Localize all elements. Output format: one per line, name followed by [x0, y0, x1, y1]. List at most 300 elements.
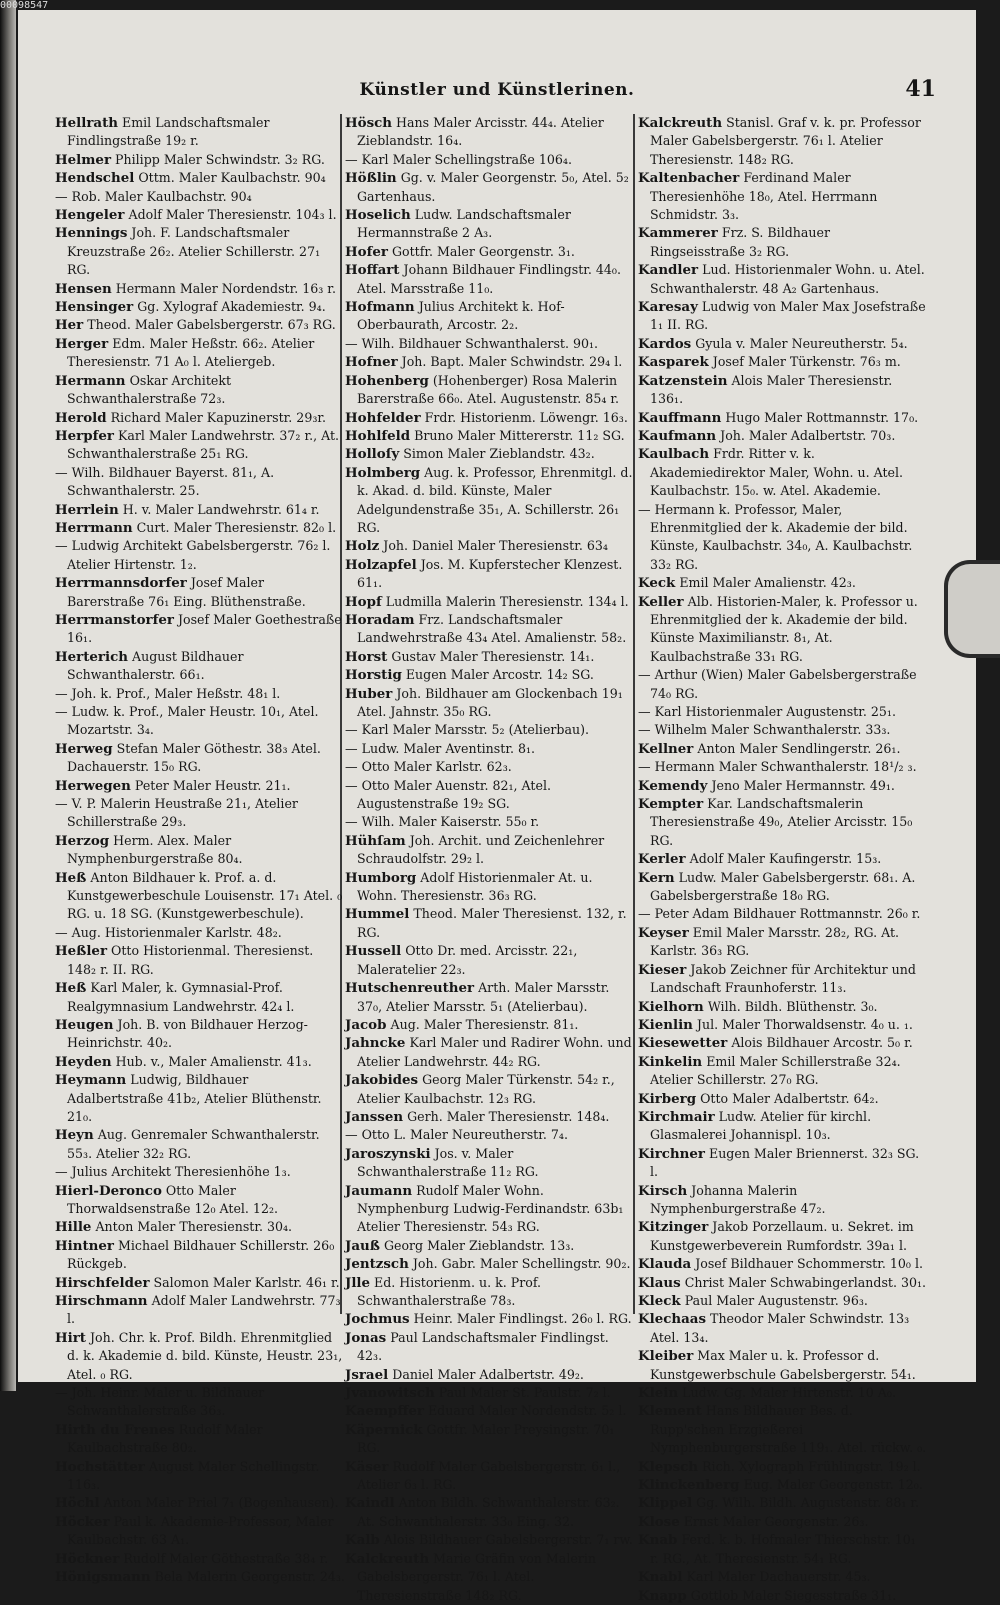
entry-text: Georg Maler Türkenstr. 54₂ r., Atelier Kaulbachstr. 12₃ RG.: [357, 1072, 615, 1106]
directory-entry: [55, 224, 345, 279]
directory-entry: [345, 1108, 635, 1126]
directory-entry: [345, 1016, 635, 1034]
directory-entry: [55, 703, 345, 740]
directory-entry: [55, 1292, 345, 1329]
directory-entry: [345, 298, 635, 335]
entry-name: Holz: [345, 538, 380, 555]
entry-text: Johanna Malerin Nymphenburgerstraße 47₂.: [650, 1182, 826, 1216]
entry-name: Käpernick: [345, 1421, 423, 1438]
entry-name: Kellner: [638, 740, 694, 757]
entry-name: Hofner: [345, 354, 398, 371]
directory-entry: [638, 1292, 928, 1310]
entry-name: Kalb: [345, 1532, 380, 1549]
entry-text: Frdr. Historienm. Löwengr. 16₃.: [424, 409, 628, 425]
directory-entry: [345, 648, 635, 666]
entry-name: Heyden: [55, 1053, 112, 1070]
entry-text: Lud. Historienmaler Wohn. u. Atel. Schwanthalerstr. 48 A₂ Gartenhaus.: [650, 262, 925, 296]
directory-entry: [345, 777, 635, 814]
directory-entry: [55, 869, 345, 924]
entry-name: Jakobides: [345, 1072, 419, 1089]
entry-name: Hofmann: [345, 299, 415, 316]
entry-name: Holzapfel: [345, 556, 417, 573]
entry-name: Käser: [345, 1458, 389, 1475]
directory-entry: [345, 243, 635, 261]
entry-text: Alb. Historien-Maler, k. Professor u. Ehrenmitglied der k. Akademie der bild. Künste Maximilianstr. 8₁, At. Kaulbachstraße 33₁ RG.: [650, 593, 918, 664]
directory-entry: [55, 611, 345, 648]
entry-name: Klippel: [638, 1495, 693, 1512]
directory-entry: [55, 1016, 345, 1053]
entry-name: Kaempffer: [345, 1403, 424, 1420]
entry-name: Hohfelder: [345, 409, 421, 426]
directory-entry: [55, 832, 345, 869]
directory-entry: [55, 464, 345, 501]
entry-text: Ludmilla Malerin Theresienstr. 134₄ l.: [385, 593, 629, 609]
directory-entry: [638, 298, 928, 335]
directory-entry: [345, 721, 635, 739]
entry-text: Eug. Maler Georgenstr. 12₀.: [743, 1477, 923, 1493]
entry-name: Karesay: [638, 299, 698, 316]
column-left: [55, 114, 345, 1587]
directory-entry: [345, 611, 635, 648]
directory-entry: [638, 409, 928, 427]
entry-name: Hermann: [55, 372, 126, 389]
book-gutter: [0, 0, 16, 1391]
entry-name: Hösch: [345, 115, 393, 131]
entry-text: Josef Maler Türkenstr. 76₃ m.: [712, 354, 901, 370]
directory-entry: [638, 1090, 928, 1108]
entry-name: Horstig: [345, 667, 402, 684]
entry-text: Aug. Maler Theresienstr. 81₁.: [390, 1016, 579, 1032]
entry-text: Jakob Zeichner für Architektur und Landschaft Fraunhoferstr. 11₃.: [650, 961, 916, 996]
directory-entry: [345, 1034, 635, 1071]
entry-text: Hugo Maler Rottmannstr. 17₀.: [725, 409, 919, 425]
entry-name: Hensinger: [55, 299, 134, 316]
entry-name: Hohenberg: [345, 372, 429, 389]
directory-entry: [345, 335, 635, 353]
entry-text: — Wilh. Bildhauer Bayerst. 81₁, A. Schwanthalerstr. 25.: [55, 464, 275, 499]
entry-text: Eugen Maler Arcostr. 14₂ SG.: [405, 667, 594, 683]
entry-name: Hussell: [345, 943, 402, 960]
entry-text: — Karl Historienmaler Augustenstr. 25₁.: [638, 704, 896, 719]
entry-name: Jonas: [345, 1329, 387, 1346]
entry-name: Jlle: [345, 1274, 371, 1291]
scan-id: 00098547: [0, 0, 49, 11]
directory-entry: [345, 537, 635, 555]
entry-name: Knapp: [638, 1587, 687, 1604]
entry-text: — V. P. Malerin Heustraße 21₁, Atelier Schillerstraße 29₃.: [55, 796, 298, 830]
directory-entry: [55, 1274, 345, 1292]
directory-page: [18, 10, 976, 1604]
entry-name: Heß: [55, 980, 87, 997]
entry-text: Ludw. Maler Gabelsbergerstr. 68₁. A. Gabelsbergerstraße 18₀ RG.: [650, 869, 916, 904]
directory-entry: [638, 114, 928, 169]
entry-name: Heugen: [55, 1016, 114, 1033]
entry-text: Karl Maler und Radirer Wohn. und Atelier Landwehrstr. 44₂ RG.: [357, 1035, 632, 1069]
entry-text: Ottm. Maler Kaulbachstr. 90₄: [138, 170, 326, 186]
entry-text: Frz. S. Bildhauer Ringseisstraße 3₂ RG.: [650, 225, 830, 259]
directory-entry: [55, 1458, 345, 1495]
entry-name: Jsrael: [345, 1366, 389, 1383]
directory-entry: [345, 979, 635, 1016]
directory-entry: [55, 777, 345, 795]
entry-text: — Wilh. Maler Kaiserstr. 55₀ r.: [345, 814, 540, 830]
entry-text: Gottfr. Maler Preysingstr. 70₁ RG.: [357, 1421, 615, 1456]
directory-entry: [345, 685, 635, 722]
directory-entry: [638, 1108, 928, 1145]
entry-text: H. v. Maler Landwehrstr. 61₄ r.: [122, 501, 320, 517]
directory-entry: [638, 795, 928, 850]
directory-entry: [345, 1421, 635, 1458]
directory-entry: [638, 666, 928, 703]
entry-text: Josef Bildhauer Schommerstr. 10₀ l.: [695, 1256, 923, 1272]
entry-name: Klement: [638, 1403, 702, 1420]
entry-text: Adolf Historienmaler At. u. Wohn. Theresienstr. 36₃ RG.: [357, 869, 593, 904]
directory-entry: [638, 961, 928, 998]
directory-entry: [55, 501, 345, 519]
entry-text: Anton Maler Priel 7₁ (Bogenhausen).: [103, 1495, 339, 1511]
entry-name: Kiesewetter: [638, 1035, 728, 1052]
entry-text: Otto Maler Adalbertstr. 64₂.: [700, 1090, 879, 1106]
entry-name: Jaroszynski: [345, 1145, 431, 1162]
entry-name: Hönigsmann: [55, 1569, 151, 1586]
directory-entry: [638, 1034, 928, 1052]
entry-name: Kalckreuth: [638, 115, 723, 131]
entry-text: Christ Maler Schwabingerlandst. 30₁.: [684, 1274, 927, 1290]
index-tab: [944, 560, 1000, 658]
entry-text: Adolf Maler Kaufingerstr. 15₃.: [689, 851, 882, 867]
entry-text: Ferdinand Maler Theresienhöhe 18₀, Atel. Herrmann Schmidstr. 3₃.: [650, 170, 878, 223]
entry-text: Marie Gräfin von Malerin Gabelsbergerstr. 76₁ l. Atel. Theresienstraße 148₂ RG.: [357, 1550, 596, 1603]
entry-name: Hierl-Deronco: [55, 1182, 162, 1199]
directory-entry: [345, 372, 635, 409]
entry-name: Humborg: [345, 869, 417, 886]
entry-text: Julius Architekt k. Hof-Oberbaurath, Arcostr. 2₂.: [357, 299, 565, 333]
directory-entry: [638, 427, 928, 445]
directory-entry: [345, 556, 635, 593]
entry-name: Hirt: [55, 1329, 86, 1346]
entry-name: Hoselich: [345, 207, 411, 224]
entry-name: Klein: [638, 1385, 679, 1402]
entry-text: Rudolf Maler Wohn. Nymphenburg Ludwig-Ferdinandstr. 63b₁ Atelier Theresienstr. 54₃ RG.: [357, 1182, 624, 1235]
entry-text: Anton Maler Theresienstr. 30₄.: [95, 1219, 293, 1235]
directory-entry: [55, 298, 345, 316]
entry-name: Kandler: [638, 262, 699, 279]
entry-name: Herpfer: [55, 427, 114, 444]
entry-text: Joh. Maler Adalbertstr. 70₃.: [720, 427, 896, 443]
entry-name: Hirschmann: [55, 1293, 148, 1309]
entry-name: Herzog: [55, 832, 110, 849]
directory-entry: [638, 1476, 928, 1494]
entry-text: Georg Maler Zieblandstr. 13₃.: [383, 1237, 575, 1253]
directory-entry: [345, 1182, 635, 1237]
entry-name: Herrlein: [55, 501, 119, 518]
entry-text: Anton Maler Sendlingerstr. 26₁.: [697, 740, 901, 756]
directory-entry: [638, 1458, 928, 1476]
directory-entry: [345, 1402, 635, 1420]
directory-entry: [55, 924, 345, 942]
directory-entry: [345, 740, 635, 758]
entry-text: Hub. v., Maler Amalienstr. 41₃.: [115, 1053, 312, 1069]
entry-text: Philipp Maler Schwindstr. 3₂ RG.: [115, 151, 325, 167]
directory-entry: [638, 261, 928, 298]
entry-text: August Maler Schellingstr. 116₃.: [67, 1458, 320, 1493]
entry-text: — Otto Maler Auenstr. 82₁, Atel. Augustenstraße 19₂ SG.: [345, 777, 551, 812]
entry-name: Kasparek: [638, 354, 709, 371]
entry-name: Hößlin: [345, 170, 397, 187]
entry-name: Klepsch: [638, 1458, 699, 1475]
entry-text: Bruno Maler Mittererstr. 11₂ SG.: [414, 427, 625, 443]
entry-text: Johann Bildhauer Findlingstr. 44₀. Atel. Marsstraße 11₀.: [357, 262, 621, 296]
entry-name: Kirsch: [638, 1182, 688, 1199]
directory-entry: [638, 703, 928, 721]
entry-text: Gustav Maler Theresienstr. 14₁.: [391, 648, 595, 664]
entry-text: Rudolf Maler Kaulbachstraße 80₂.: [67, 1421, 263, 1456]
directory-entry: [55, 574, 345, 611]
entry-text: Otto Dr. med. Arcisstr. 22₁, Maleratelier 22₃.: [357, 943, 578, 977]
entry-name: Kaulbach: [638, 446, 710, 463]
directory-entry: [345, 1126, 635, 1144]
entry-text: — Otto Maler Karlstr. 62₃.: [345, 759, 512, 775]
entry-name: Holmberg: [345, 464, 421, 481]
entry-text: Paul Maler Augustenstr. 96₃.: [684, 1293, 868, 1308]
entry-text: Gerh. Maler Theresienstr. 148₄.: [407, 1108, 610, 1124]
directory-entry: [55, 427, 345, 464]
entry-name: Hutschenreuther: [345, 980, 475, 997]
directory-entry: [55, 537, 345, 574]
entry-text: Karl Maler Dachauerstr. 45₃.: [686, 1569, 871, 1585]
entry-text: Daniel Maler Adalbertstr. 49₂.: [392, 1366, 584, 1382]
entry-text: — Ludw. Maler Aventinstr. 8₁.: [345, 740, 536, 756]
entry-text: — Karl Maler Schellingstraße 106₄.: [345, 151, 572, 167]
entry-name: Herrmann: [55, 519, 133, 536]
directory-entry: [638, 1513, 928, 1531]
directory-entry: [345, 1494, 635, 1531]
entry-text: Hans Bildhauer Bes. d. Rupp'schen Erzgießerei Nymphenburgerstraße 119₁. Atel. rückw. ₀.: [650, 1403, 927, 1456]
directory-entry: [345, 1274, 635, 1311]
entry-text: Jul. Maler Thorwaldsenstr. 4₀ u. ₁.: [696, 1016, 913, 1032]
entry-text: Edm. Maler Heßstr. 66₂. Atelier Theresienstr. 71 A₀ l. Ateliergeb.: [67, 335, 315, 370]
entry-text: Josef Maler Barerstraße 76₁ Eing. Blüthenstraße.: [67, 575, 306, 609]
entry-text: Joh. Gabr. Maler Schellingstr. 90₂.: [412, 1256, 631, 1272]
directory-entry: [638, 1494, 928, 1512]
directory-entry: [638, 1145, 928, 1182]
entry-name: Kielhorn: [638, 998, 704, 1015]
directory-entry: [55, 1550, 345, 1568]
entry-text: Aug. k. Professor, Ehrenmitgl. d. k. Akad. d. bild. Künste, Maler Adelgundenstraße 35₁, A. Schillerstr. 26₁ RG.: [357, 464, 633, 535]
directory-entry: [345, 758, 635, 776]
entry-text: Joh. Daniel Maler Theresienstr. 63₄: [383, 538, 608, 554]
directory-entry: [55, 1494, 345, 1512]
entry-text: Curt. Maler Theresienstr. 82₀ l.: [136, 519, 337, 535]
entry-name: Hellrath: [55, 115, 118, 131]
entry-name: Jentzsch: [345, 1256, 409, 1273]
entry-name: Kaufmann: [638, 427, 717, 444]
directory-entry: [55, 740, 345, 777]
entry-name: Höcker: [55, 1513, 110, 1530]
entry-name: Herger: [55, 335, 109, 352]
entry-name: Janssen: [345, 1108, 404, 1125]
entry-text: — Wilhelm Maler Schwanthalerstr. 33₃.: [638, 722, 891, 738]
entry-name: Kauffmann: [638, 409, 722, 426]
entry-text: — Hermann k. Professor, Maler, Ehrenmitglied der k. Akademie der bild. Künste, Kaulbachstr. 34₀, A. Kaulbachstr. 33₂ RG.: [638, 501, 913, 572]
entry-text: Max Maler u. k. Professor d. Kunstgewerbschule Gabelsbergerstr. 54₁.: [650, 1348, 916, 1382]
entry-text: — Otto L. Maler Neureutherstr. 7₄.: [345, 1127, 568, 1143]
entry-name: Heyn: [55, 1127, 94, 1144]
directory-entry: [638, 850, 928, 868]
entry-text: Jos. v. Maler Schwanthalerstraße 11₂ RG.: [357, 1145, 539, 1180]
directory-entry: [345, 114, 635, 151]
directory-entry: [345, 1550, 635, 1605]
entry-text: Gg. v. Maler Georgenstr. 5₀, Atel. 5₂ Gartenhaus.: [357, 170, 629, 204]
entry-text: Adolf Maler Landwehrstr. 77₃ l.: [67, 1293, 341, 1327]
directory-entry: [55, 1218, 345, 1236]
directory-entry: [345, 1384, 635, 1402]
entry-name: Klauda: [638, 1256, 692, 1273]
entry-text: Kar. Landschaftsmalerin Theresienstraße 49₀, Atelier Arcisstr. 15₀ RG.: [650, 796, 913, 848]
entry-name: Höckner: [55, 1550, 120, 1567]
entry-text: Joh. Bapt. Maler Schwindstr. 29₄ l.: [401, 354, 623, 370]
entry-name: Kardos: [638, 335, 692, 352]
directory-entry: [55, 1053, 345, 1071]
entry-text: Otto Maler Thorwaldsenstraße 12₀ Atel. 12₂.: [67, 1182, 279, 1216]
entry-name: Hintner: [55, 1237, 114, 1254]
directory-entry: [638, 1347, 928, 1384]
entry-text: — Aug. Historienmaler Karlstr. 48₂.: [55, 924, 282, 940]
entry-name: Höchl: [55, 1495, 100, 1512]
entry-text: Jos. M. Kupferstecher Klenzest. 61₁.: [357, 556, 623, 591]
directory-entry: [55, 685, 345, 703]
entry-name: Kaltenbacher: [638, 170, 740, 187]
entry-name: Hensen: [55, 280, 112, 297]
directory-entry: [638, 998, 928, 1016]
entry-name: Herweg: [55, 740, 113, 757]
directory-entry: [55, 1182, 345, 1219]
entry-name: Keyser: [638, 924, 689, 941]
directory-entry: [345, 353, 635, 371]
entry-name: Herrmanstorfer: [55, 611, 174, 628]
directory-entry: [638, 593, 928, 667]
entry-name: Kemendy: [638, 777, 708, 794]
entry-name: Kleck: [638, 1293, 681, 1309]
directory-entry: [55, 1568, 345, 1586]
entry-text: Emil Maler Schillerstraße 32₄. Atelier Schillerstr. 27₀ RG.: [650, 1053, 901, 1088]
page-number: 41: [905, 76, 936, 102]
directory-entry: [55, 280, 345, 298]
entry-name: Jacob: [345, 1016, 387, 1033]
entry-text: Alois Bildhauer Gabelsbergerstr. 7₁ rw.: [383, 1532, 633, 1548]
entry-text: Rich. Xylograph Frühlingstr. 19₂ l.: [702, 1458, 921, 1474]
entry-text: Josef Maler Goethestraße 16₁.: [67, 611, 342, 646]
entry-text: Gottfr. Maler Georgenstr. 3₁.: [391, 243, 575, 259]
entry-text: Peter Maler Heustr. 21₁.: [134, 777, 291, 793]
entry-text: — Arthur (Wien) Maler Gabelsbergerstraße 74₀ RG.: [638, 667, 917, 701]
directory-entry: [345, 1531, 635, 1549]
directory-entry: [638, 335, 928, 353]
directory-entry: [638, 1255, 928, 1273]
directory-entry: [55, 1126, 345, 1163]
entry-text: Anton Bildh. Schwanthalerstr. 63₂. At. Schwanthalerstr. 33₀ Eing. 32.: [357, 1495, 620, 1529]
entry-text: Simon Maler Zieblandstr. 43₂.: [403, 446, 595, 462]
entry-name: Kerler: [638, 851, 686, 868]
entry-text: Ludwig, Bildhauer Adalbertstraße 41b₂, Atelier Blüthenstr. 21₀.: [67, 1072, 322, 1124]
directory-entry: [55, 409, 345, 427]
entry-text: Gottlob Maler Siegesstraße 31₁.: [690, 1587, 897, 1603]
directory-entry: [345, 261, 635, 298]
column-middle: [345, 114, 635, 1605]
directory-entry: [345, 1458, 635, 1495]
directory-entry: [345, 1310, 635, 1328]
directory-entry: [55, 372, 345, 409]
directory-entry: [638, 1053, 928, 1090]
entry-name: Heßler: [55, 943, 108, 960]
entry-name: Kirberg: [638, 1090, 697, 1107]
entry-text: — Wilh. Bildhauer Schwanthalerst. 90₁.: [345, 335, 599, 351]
directory-entry: [55, 795, 345, 832]
entry-name: Kammerer: [638, 225, 718, 242]
entry-text: Theodor Maler Schwindstr. 13₃ Atel. 13₄.: [650, 1311, 910, 1345]
directory-entry: [638, 758, 928, 776]
entry-name: Herrmannsdorfer: [55, 575, 187, 592]
entry-name: Hopf: [345, 593, 382, 610]
entry-name: Hendschel: [55, 170, 135, 187]
directory-entry: [55, 1071, 345, 1126]
entry-name: Horadam: [345, 611, 415, 628]
entry-text: Emil Landschaftsmaler Findlingstraße 19₂ r.: [67, 115, 270, 149]
entry-name: Hummel: [345, 906, 410, 923]
directory-entry: [55, 169, 345, 187]
directory-entry: [55, 316, 345, 334]
entry-text: Emil Maler Marsstr. 28₂, RG. At. Karlstr. 36₃ RG.: [650, 924, 900, 959]
entry-text: Ludw. Gg. Maler Hirtenstr. 10 A₀.: [682, 1385, 896, 1401]
entry-name: Kern: [638, 869, 675, 886]
directory-entry: [638, 1587, 928, 1605]
directory-entry: [638, 1384, 928, 1402]
entry-text: — Ludwig Architekt Gabelsbergerstr. 76₂ l. Atelier Hirtenstr. 1₂.: [55, 538, 331, 572]
directory-entry: [638, 905, 928, 923]
directory-entry: [55, 1237, 345, 1274]
directory-entry: [55, 1329, 345, 1384]
entry-text: Jeno Maler Hermannstr. 49₁.: [711, 777, 895, 793]
directory-entry: [638, 501, 928, 575]
entry-text: Frz. Landschaftsmaler Landwehrstraße 43₄ Atel. Amalienstr. 58₂.: [357, 611, 627, 646]
entry-text: Karl Maler, k. Gymnasial-Prof. Realgymnasium Landwehrstr. 42₄ l.: [67, 980, 295, 1014]
directory-entry: [638, 721, 928, 739]
entry-text: Heinr. Maler Findlingst. 26₀ l. RG.: [413, 1311, 632, 1327]
entry-text: Ludwig von Maler Max Josefstraße 1₁ II. RG.: [650, 299, 926, 333]
entry-text: Anton Bildhauer k. Prof. a. d. Kunstgewerbeschule Louisenstr. 17₁ Atel. ₀ RG. u. 18 SG. (Kunstgewerbeschule).: [67, 869, 343, 922]
entry-name: Kempter: [638, 796, 704, 813]
entry-text: Eduard Maler Nordendstr. 5₂ l.: [427, 1403, 627, 1419]
entry-name: Hühſam: [345, 832, 406, 849]
entry-text: Paul Maler St. Paulstr. 7₂ l.: [438, 1385, 611, 1401]
entry-name: Heymann: [55, 1072, 127, 1089]
entry-name: Herwegen: [55, 777, 131, 794]
directory-entry: [55, 335, 345, 372]
directory-entry: [638, 224, 928, 261]
entry-text: — Rob. Maler Kaulbachstr. 90₄: [55, 188, 252, 204]
entry-text: Herm. Alex. Maler Nymphenburgerstraße 80₄.: [67, 832, 243, 867]
entry-text: Emil Maler Amalienstr. 42₃.: [679, 575, 856, 591]
directory-entry: [638, 740, 928, 758]
directory-entry: [638, 1531, 928, 1568]
directory-entry: [345, 151, 635, 169]
directory-entry: [345, 1237, 635, 1255]
entry-name: Kitzinger: [638, 1219, 709, 1236]
directory-entry: [345, 813, 635, 831]
directory-entry: [638, 1016, 928, 1034]
entry-name: Jauß: [345, 1237, 380, 1254]
directory-entry: [345, 409, 635, 427]
